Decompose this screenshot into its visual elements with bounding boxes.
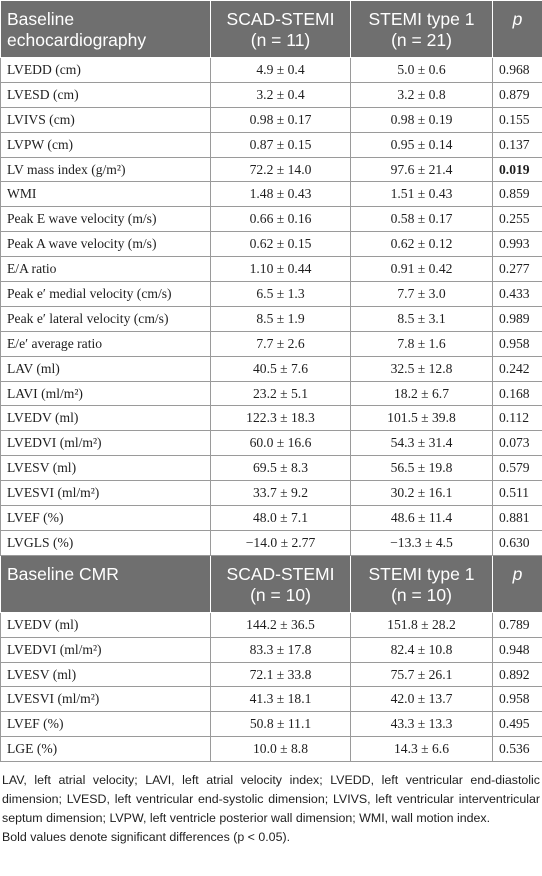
table-row [1, 506, 542, 531]
table-row [1, 612, 542, 637]
stemi-value: 101.5 ± 39.8 [351, 406, 493, 431]
footnote-bold-note: Bold values denote significant differences (p < 0.05). [2, 830, 291, 845]
p-value: 0.968 [493, 58, 542, 83]
row-label: LVIVS (cm) [1, 107, 211, 132]
p-value: 0.168 [493, 381, 542, 406]
table-row [1, 381, 542, 406]
p-value: 0.993 [493, 232, 542, 257]
cmr-col-p-header [493, 555, 542, 612]
stemi-value: 30.2 ± 16.1 [351, 481, 493, 506]
row-label: LVEF (%) [1, 506, 211, 531]
table-row [1, 82, 542, 107]
row-label: Peak A wave velocity (m/s) [1, 232, 211, 257]
echo-col-scad-name: SCAD-STEMI [226, 9, 335, 29]
p-value: 0.958 [493, 331, 542, 356]
stemi-value: 0.91 ± 0.42 [351, 257, 493, 282]
table-row [1, 58, 542, 83]
table-row [1, 132, 542, 157]
scad-value: 0.62 ± 0.15 [211, 232, 351, 257]
table-row [1, 406, 542, 431]
echo-col-p-label: p [512, 9, 523, 29]
row-label: LVEF (%) [1, 712, 211, 737]
stemi-value: 3.2 ± 0.8 [351, 82, 493, 107]
table-row [1, 107, 542, 132]
stemi-value: 0.98 ± 0.19 [351, 107, 493, 132]
scad-value: 50.8 ± 11.1 [211, 712, 351, 737]
row-label: Peak e′ medial velocity (cm/s) [1, 282, 211, 307]
scad-value: 3.2 ± 0.4 [211, 82, 351, 107]
stemi-value: 0.95 ± 0.14 [351, 132, 493, 157]
row-label: LVEDVI (ml/m²) [1, 431, 211, 456]
row-label: LV mass index (g/m²) [1, 157, 211, 182]
scad-value: 69.5 ± 8.3 [211, 456, 351, 481]
stemi-value: 97.6 ± 21.4 [351, 157, 493, 182]
table-row [1, 182, 542, 207]
row-label: LVEDD (cm) [1, 58, 211, 83]
table-row [1, 712, 542, 737]
stemi-value: 42.0 ± 13.7 [351, 687, 493, 712]
row-label: Peak e′ lateral velocity (cm/s) [1, 306, 211, 331]
table-row [1, 737, 542, 762]
stemi-value: 1.51 ± 0.43 [351, 182, 493, 207]
echo-col-stemi-n: (n = 21) [391, 30, 452, 50]
p-value: 0.859 [493, 182, 542, 207]
stemi-value: 0.58 ± 0.17 [351, 207, 493, 232]
scad-value: 0.87 ± 0.15 [211, 132, 351, 157]
stemi-value: −13.3 ± 4.5 [351, 530, 493, 555]
scad-value: 72.2 ± 14.0 [211, 157, 351, 182]
row-label: LVGLS (%) [1, 530, 211, 555]
echo-title-line1: Baseline [7, 9, 75, 29]
p-value: 0.019 [493, 157, 542, 182]
stemi-value: 43.3 ± 13.3 [351, 712, 493, 737]
p-value: 0.511 [493, 481, 542, 506]
stemi-value: 48.6 ± 11.4 [351, 506, 493, 531]
table-row [1, 431, 542, 456]
stemi-value: 5.0 ± 0.6 [351, 58, 493, 83]
footnote-abbreviations: LAV, left atrial velocity; LAVI, left atrial velocity index; LVEDD, left ventricular end-diastolic dimension; LVESD, left ventricular end-systolic dimension; LVIVS, left ventricular interventricular septum dimension; LVPW, left ventricle posterior wall dimension; WMI, wall motion index. [2, 773, 540, 826]
row-label: E/e′ average ratio [1, 331, 211, 356]
p-value: 0.277 [493, 257, 542, 282]
cmr-title-line1: Baseline CMR [7, 563, 119, 584]
cmr-col-stemi-n: (n = 10) [391, 584, 452, 605]
scad-value: 0.98 ± 0.17 [211, 107, 351, 132]
row-label: LVESV (ml) [1, 662, 211, 687]
table-row [1, 207, 542, 232]
stemi-value: 151.8 ± 28.2 [351, 612, 493, 637]
scad-value: 41.3 ± 18.1 [211, 687, 351, 712]
row-label: LVEDV (ml) [1, 406, 211, 431]
echo-col-stemi-header [351, 1, 493, 58]
p-value: 0.989 [493, 306, 542, 331]
p-value: 0.433 [493, 282, 542, 307]
table-footnote [0, 762, 542, 847]
scad-value: 10.0 ± 8.8 [211, 737, 351, 762]
table-row [1, 456, 542, 481]
scad-value: 6.5 ± 1.3 [211, 282, 351, 307]
stemi-value: 7.8 ± 1.6 [351, 331, 493, 356]
scad-value: 72.1 ± 33.8 [211, 662, 351, 687]
scad-value: 83.3 ± 17.8 [211, 637, 351, 662]
echo-col-stemi-name: STEMI type 1 [368, 9, 475, 29]
scad-value: 33.7 ± 9.2 [211, 481, 351, 506]
echo-table-body [1, 58, 542, 556]
row-label: E/A ratio [1, 257, 211, 282]
row-label: LVESVI (ml/m²) [1, 687, 211, 712]
echo-title-line2: echocardiography [7, 30, 147, 50]
table-row [1, 282, 542, 307]
scad-value: 23.2 ± 5.1 [211, 381, 351, 406]
stemi-value: 82.4 ± 10.8 [351, 637, 493, 662]
stemi-value: 0.62 ± 0.12 [351, 232, 493, 257]
cmr-col-scad-n: (n = 10) [250, 584, 311, 605]
p-value: 0.495 [493, 712, 542, 737]
p-value: 0.112 [493, 406, 542, 431]
p-value: 0.137 [493, 132, 542, 157]
table-row [1, 356, 542, 381]
cmr-header-row [1, 555, 542, 612]
stemi-value: 32.5 ± 12.8 [351, 356, 493, 381]
cmr-section-title [1, 555, 211, 612]
scad-value: 1.48 ± 0.43 [211, 182, 351, 207]
stemi-value: 14.3 ± 6.6 [351, 737, 493, 762]
p-value: 0.242 [493, 356, 542, 381]
row-label: LGE (%) [1, 737, 211, 762]
p-value: 0.958 [493, 687, 542, 712]
scad-value: 0.66 ± 0.16 [211, 207, 351, 232]
table-row [1, 637, 542, 662]
stemi-value: 54.3 ± 31.4 [351, 431, 493, 456]
p-value: 0.892 [493, 662, 542, 687]
scad-value: 48.0 ± 7.1 [211, 506, 351, 531]
scad-value: 60.0 ± 16.6 [211, 431, 351, 456]
p-value: 0.881 [493, 506, 542, 531]
p-value: 0.879 [493, 82, 542, 107]
table-row [1, 530, 542, 555]
row-label: LVPW (cm) [1, 132, 211, 157]
row-label: LVESD (cm) [1, 82, 211, 107]
cmr-col-stemi-name: STEMI type 1 [368, 563, 475, 584]
cmr-col-scad-name: SCAD-STEMI [226, 563, 335, 584]
scad-value: 122.3 ± 18.3 [211, 406, 351, 431]
stemi-value: 75.7 ± 26.1 [351, 662, 493, 687]
stemi-value: 18.2 ± 6.7 [351, 381, 493, 406]
scad-value: 8.5 ± 1.9 [211, 306, 351, 331]
table-row [1, 331, 542, 356]
scad-value: 7.7 ± 2.6 [211, 331, 351, 356]
stemi-value: 8.5 ± 3.1 [351, 306, 493, 331]
scad-value: 144.2 ± 36.5 [211, 612, 351, 637]
scad-value: 40.5 ± 7.6 [211, 356, 351, 381]
p-value: 0.579 [493, 456, 542, 481]
table-row [1, 232, 542, 257]
p-value: 0.789 [493, 612, 542, 637]
row-label: LVEDV (ml) [1, 612, 211, 637]
p-value: 0.948 [493, 637, 542, 662]
row-label: LVEDVI (ml/m²) [1, 637, 211, 662]
table-row [1, 306, 542, 331]
echo-col-scad-n: (n = 11) [250, 30, 311, 50]
cmr-col-p-label: p [512, 563, 523, 584]
echo-col-scad-header [211, 1, 351, 58]
echo-header-row [1, 1, 542, 58]
scad-value: −14.0 ± 2.77 [211, 530, 351, 555]
table-row [1, 257, 542, 282]
p-value: 0.073 [493, 431, 542, 456]
scad-value: 4.9 ± 0.4 [211, 58, 351, 83]
echo-section-title [1, 1, 211, 58]
cmr-col-stemi-header [351, 555, 493, 612]
row-label: LAVI (ml/m²) [1, 381, 211, 406]
table-row [1, 687, 542, 712]
echo-col-p-header [493, 1, 542, 58]
p-value: 0.155 [493, 107, 542, 132]
cmr-col-scad-header [211, 555, 351, 612]
stemi-value: 7.7 ± 3.0 [351, 282, 493, 307]
table-row [1, 157, 542, 182]
stemi-value: 56.5 ± 19.8 [351, 456, 493, 481]
table-row [1, 481, 542, 506]
p-value: 0.255 [493, 207, 542, 232]
p-value: 0.536 [493, 737, 542, 762]
row-label: LVESVI (ml/m²) [1, 481, 211, 506]
p-value: 0.630 [493, 530, 542, 555]
table-row [1, 662, 542, 687]
cmr-table-body [1, 612, 542, 761]
row-label: LAV (ml) [1, 356, 211, 381]
row-label: Peak E wave velocity (m/s) [1, 207, 211, 232]
row-label: WMI [1, 182, 211, 207]
scad-value: 1.10 ± 0.44 [211, 257, 351, 282]
row-label: LVESV (ml) [1, 456, 211, 481]
